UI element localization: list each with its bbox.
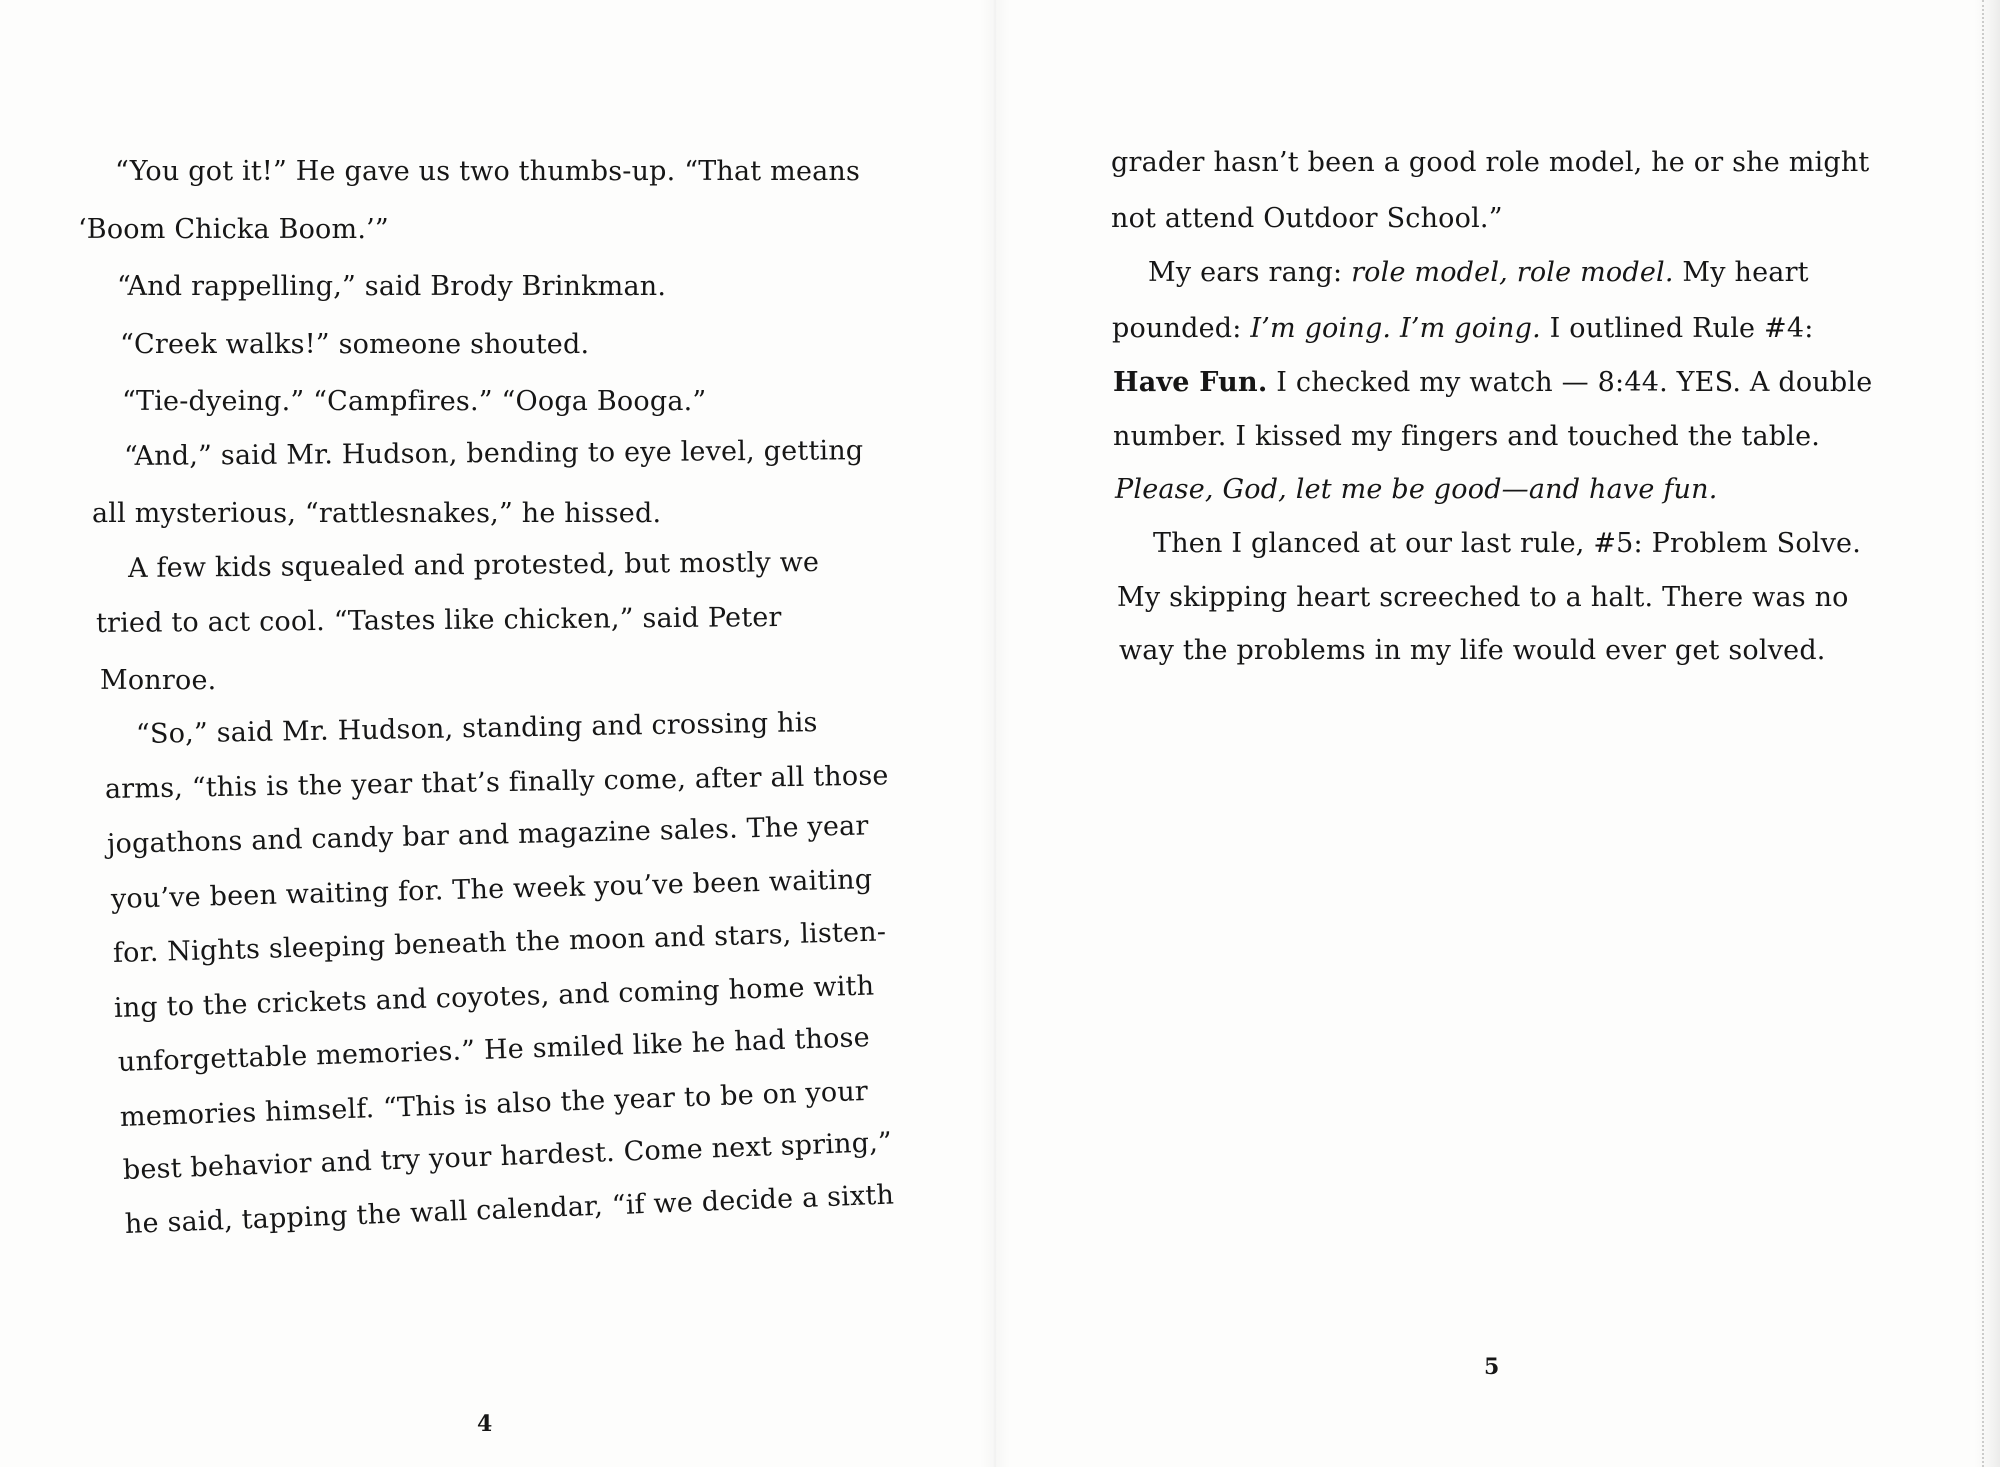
text-line: “Creek walks!” someone shouted.	[120, 329, 590, 360]
text-line: number. I kissed my fingers and touched the table.	[1113, 421, 1821, 452]
text-line	[1112, 312, 1814, 346]
text-run: I checked my watch — 8:44. YES. A double	[1267, 367, 1873, 398]
page-number: 5	[1484, 1354, 1500, 1380]
text-line: for. Nights sleeping beneath the moon and stars, listen-	[112, 916, 887, 969]
text-line: ing to the crickets and coyotes, and coming home with	[113, 970, 875, 1024]
text-line: jogathons and candy bar and magazine sales. The year	[106, 810, 869, 860]
text-line: Then I glanced at our last rule, #5: Problem Solve.	[1153, 528, 1862, 559]
page-number: 4	[477, 1411, 493, 1437]
text-line	[1148, 256, 1809, 290]
text-line: “Tie-dyeing.” “Campfires.” “Ooga Booga.”	[122, 386, 707, 417]
text-line: not attend Outdoor School.”	[1111, 203, 1503, 234]
text-line: memories himself. “This is also the year to be on your	[119, 1075, 869, 1133]
text-line: tried to act cool. “Tastes like chicken,” said Peter	[95, 602, 782, 639]
text-run: My heart	[1673, 257, 1809, 288]
text-line: arms, “this is the year that’s finally come, after all those	[104, 760, 889, 805]
bold-run: Have Fun.	[1113, 367, 1268, 398]
text-run: pounded:	[1112, 313, 1251, 344]
text-line: all mysterious, “rattlesnakes,” he hissed.	[92, 498, 662, 529]
text-line: “So,” said Mr. Hudson, standing and crossing his	[135, 707, 818, 750]
italic-run: role model, role model.	[1351, 257, 1674, 288]
text-line: Please, God, let me be good—and have fun.	[1115, 474, 1718, 505]
text-line: Monroe.	[100, 665, 217, 696]
left-page	[0, 0, 995, 1467]
text-run: My ears rang:	[1148, 257, 1352, 288]
text-line: unforgettable memories.” He smiled like he had those	[117, 1022, 871, 1078]
right-page	[995, 0, 2000, 1467]
text-line: grader hasn’t been a good role model, he or she might	[1111, 147, 1870, 178]
text-line	[1113, 366, 1872, 400]
text-line: way the problems in my life would ever get solved.	[1119, 635, 1826, 666]
text-line: ‘Boom Chicka Boom.’”	[78, 214, 389, 245]
text-line: he said, tapping the wall calendar, “if we decide a sixth	[124, 1179, 895, 1240]
text-line: “And rappelling,” said Brody Brinkman.	[117, 271, 667, 302]
text-line: you’ve been waiting for. The week you’ve been waiting	[110, 864, 873, 915]
text-line: A few kids squealed and protested, but mostly we	[127, 546, 820, 584]
italic-run: I’m going. I’m going.	[1250, 313, 1541, 344]
text-line: best behavior and try your hardest. Come next spring,”	[122, 1126, 893, 1186]
text-run: I outlined Rule #4:	[1540, 313, 1814, 344]
text-line: “And,” said Mr. Hudson, bending to eye level, getting	[123, 435, 864, 472]
text-line: My skipping heart screeched to a halt. There was no	[1117, 582, 1849, 613]
text-line: “You got it!” He gave us two thumbs-up. “That means	[115, 156, 861, 187]
